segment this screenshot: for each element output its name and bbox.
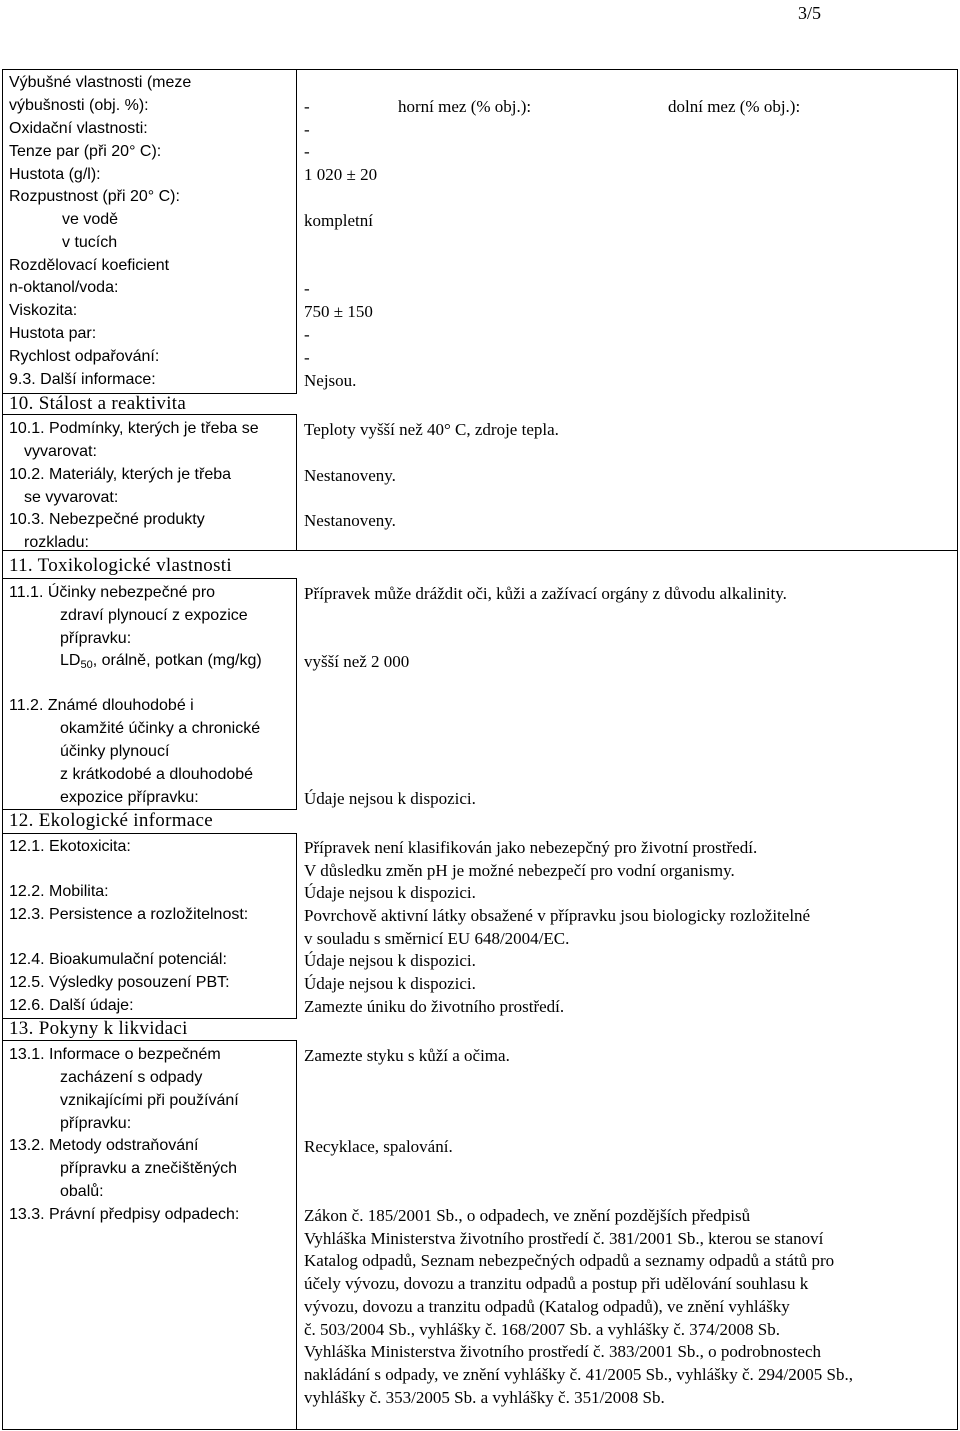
value-10-2: Nestanoveny. xyxy=(304,466,396,485)
value-12-2: Údaje nejsou k dispozici. xyxy=(304,883,476,902)
value-ld50: vyšší než 2 000 xyxy=(304,652,410,671)
label-other-info: 9.3. Další informace: xyxy=(9,371,156,388)
column-divider xyxy=(296,1040,297,1430)
label-13-2-cont2: obalů: xyxy=(60,1183,104,1200)
value-10-1: Teploty vyšší než 40° C, zdroje tepla. xyxy=(304,420,559,439)
value-12-1-cont: V důsledku změn pH je možné nebezpečí pro vodní organismy. xyxy=(304,861,735,880)
value-13-3-line4: účely vývozu, dovozu a tranzitu odpadů a postup při udělování souhlasu k xyxy=(304,1274,809,1293)
value-10-3: Nestanoveny. xyxy=(304,511,396,530)
label-11-1-cont: zdraví plynoucí z expozice xyxy=(60,607,248,624)
section-10-heading: 10. Stálost a reaktivita xyxy=(9,393,187,414)
label-10-2-cont: se vyvarovat: xyxy=(24,489,119,506)
value-13-3-line8: nakládání s odpady, ve znění vyhlášky č. 41/2005 Sb., vyhlášky č. 294/2005 Sb., xyxy=(304,1365,853,1384)
value-vapour-density: - xyxy=(304,325,310,344)
value-13-3-line9: vyhlášky č. 353/2005 Sb. a vyhlášky č. 351/2008 Sb. xyxy=(304,1388,665,1407)
value-13-3-line5: vývozu, dovozu a tranzitu odpadů (Katalog odpadů), ve znění vyhlášky xyxy=(304,1297,790,1316)
value-12-4: Údaje nejsou k dispozici. xyxy=(304,951,476,970)
table-border-left xyxy=(2,69,3,1430)
value-vapour-pressure: - xyxy=(304,142,310,161)
label-evaporation: Rychlost odpařování: xyxy=(9,348,160,365)
label-12-6: 12.6. Další údaje: xyxy=(9,997,134,1014)
value-evaporation: - xyxy=(304,348,310,367)
label-13-2-cont: přípravku a znečištěných xyxy=(60,1160,237,1177)
label-11-2-cont2: účinky plynoucí xyxy=(60,743,170,760)
value-other-info: Nejsou. xyxy=(304,371,357,390)
label-vapour-density: Hustota par: xyxy=(9,325,97,342)
label-13-1-cont3: přípravku: xyxy=(60,1115,132,1132)
label-ld50: $LD_{50}$, orálně, potkan (mg/kg) xyxy=(60,652,262,671)
value-13-2: Recyklace, spalování. xyxy=(304,1137,453,1156)
label-oxidizing: Oxidační vlastnosti: xyxy=(9,120,148,137)
label-10-2: 10.2. Materiály, kterých je třeba xyxy=(9,466,232,483)
value-13-3: Zákon č. 185/2001 Sb., o odpadech, ve znění pozdějších předpisů xyxy=(304,1206,751,1225)
label-12-5: 12.5. Výsledky posouzení PBT: xyxy=(9,974,230,991)
label-13-3: 13.3. Právní předpisy odpadech: xyxy=(9,1206,240,1223)
label-11-2: 11.2. Známé dlouhodobé i xyxy=(9,697,194,714)
value-explosive: - xyxy=(304,97,310,116)
value-explosive-lower: dolní mez (% obj.): xyxy=(668,97,801,116)
value-12-6: Zamezte úniku do životního prostředí. xyxy=(304,997,565,1016)
label-12-2: 12.2. Mobilita: xyxy=(9,883,109,900)
label-10-1: 10.1. Podmínky, kterých je třeba se xyxy=(9,420,259,437)
value-13-3-line2: Vyhláška Ministerstva životního prostředí č. 381/2001 Sb., kterou se stanoví xyxy=(304,1229,824,1248)
label-11-1-cont2: přípravku: xyxy=(60,630,132,647)
value-12-3: Povrchově aktivní látky obsažené v přípravku jsou biologicky rozložitelné xyxy=(304,906,811,925)
page-number: 3/5 xyxy=(798,3,822,23)
value-viscosity: 750 ± 150 xyxy=(304,302,373,321)
value-13-3-line3: Katalog odpadů, Seznam nebezpečných odpadů a seznamy odpadů a států pro xyxy=(304,1251,835,1270)
value-12-5: Údaje nejsou k dispozici. xyxy=(304,974,476,993)
label-13-1: 13.1. Informace o bezpečném xyxy=(9,1046,221,1063)
value-12-3-cont: v souladu s směrnicí EU 648/2004/EC. xyxy=(304,929,570,948)
label-13-1-cont: zacházení s odpady xyxy=(60,1069,203,1086)
column-divider xyxy=(296,578,297,809)
column-divider xyxy=(296,833,297,1018)
label-vapour-pressure: Tenze par (při 20° C): xyxy=(9,143,162,160)
row-separator xyxy=(2,833,297,834)
value-11-2: Údaje nejsou k dispozici. xyxy=(304,789,476,808)
label-partition: Rozdělovací koeficient xyxy=(9,257,170,274)
label-11-2-cont3: z krátkodobé a dlouhodobé xyxy=(60,766,254,783)
label-12-3: 12.3. Persistence a rozložitelnost: xyxy=(9,906,249,923)
row-separator xyxy=(2,1040,297,1041)
label-partition-cont: n-oktanol/voda: xyxy=(9,279,119,296)
column-divider xyxy=(296,69,297,393)
table-border-bottom xyxy=(2,1429,958,1430)
value-density: 1 020 ± 20 xyxy=(304,165,378,184)
label-13-2: 13.2. Metody odstraňování xyxy=(9,1137,199,1154)
label-11-2-cont: okamžité účinky a chronické xyxy=(60,720,261,737)
label-explosive-cont: výbušnosti (obj. %): xyxy=(9,97,149,114)
value-13-1: Zamezte styku s kůží a očima. xyxy=(304,1046,510,1065)
label-viscosity: Viskozita: xyxy=(9,302,78,319)
section-11-heading: 11. Toxikologické vlastnosti xyxy=(9,555,232,576)
row-separator xyxy=(2,550,958,551)
label-density: Hustota (g/l): xyxy=(9,166,101,183)
label-12-1: 12.1. Ekotoxicita: xyxy=(9,838,131,855)
table-border-right xyxy=(957,69,958,1430)
row-separator xyxy=(2,578,297,579)
label-11-1: 11.1. Účinky nebezpečné pro xyxy=(9,584,216,601)
section-13-heading: 13. Pokyny k likvidaci xyxy=(9,1018,188,1039)
label-10-3-cont: rozkladu: xyxy=(24,534,89,551)
label-explosive: Výbušné vlastnosti (meze xyxy=(9,74,192,91)
column-divider xyxy=(296,414,297,550)
value-in-water: kompletní xyxy=(304,211,373,230)
value-13-3-line7: Vyhláška Ministerstva životního prostředí č. 383/2001 Sb., o podrobnostech xyxy=(304,1342,822,1361)
label-in-water: ve vodě xyxy=(62,211,119,228)
value-oxidizing: - xyxy=(304,120,310,139)
label-12-4: 12.4. Bioakumulační potenciál: xyxy=(9,951,227,968)
value-explosive-upper: horní mez (% obj.): xyxy=(398,97,532,116)
label-10-1-cont: vyvarovat: xyxy=(24,443,97,460)
label-in-fats: v tucích xyxy=(62,234,118,251)
label-solubility: Rozpustnost (při 20° C): xyxy=(9,188,180,205)
value-13-3-line6: č. 503/2004 Sb., vyhlášky č. 168/2007 Sb. a vyhlášky č. 374/2008 Sb. xyxy=(304,1320,780,1339)
table-border-top xyxy=(2,69,958,70)
label-11-2-cont4: expozice přípravku: xyxy=(60,789,199,806)
label-13-1-cont2: vznikajícími při používání xyxy=(60,1092,239,1109)
value-partition: - xyxy=(304,279,310,298)
value-12-1: Přípravek není klasifikován jako nebezepčný pro životní prostředí. xyxy=(304,838,758,857)
label-10-3: 10.3. Nebezpečné produkty xyxy=(9,511,205,528)
section-12-heading: 12. Ekologické informace xyxy=(9,810,213,831)
value-11-1: Přípravek může dráždit oči, kůži a zažívací orgány z důvodu alkalinity. xyxy=(304,584,787,603)
